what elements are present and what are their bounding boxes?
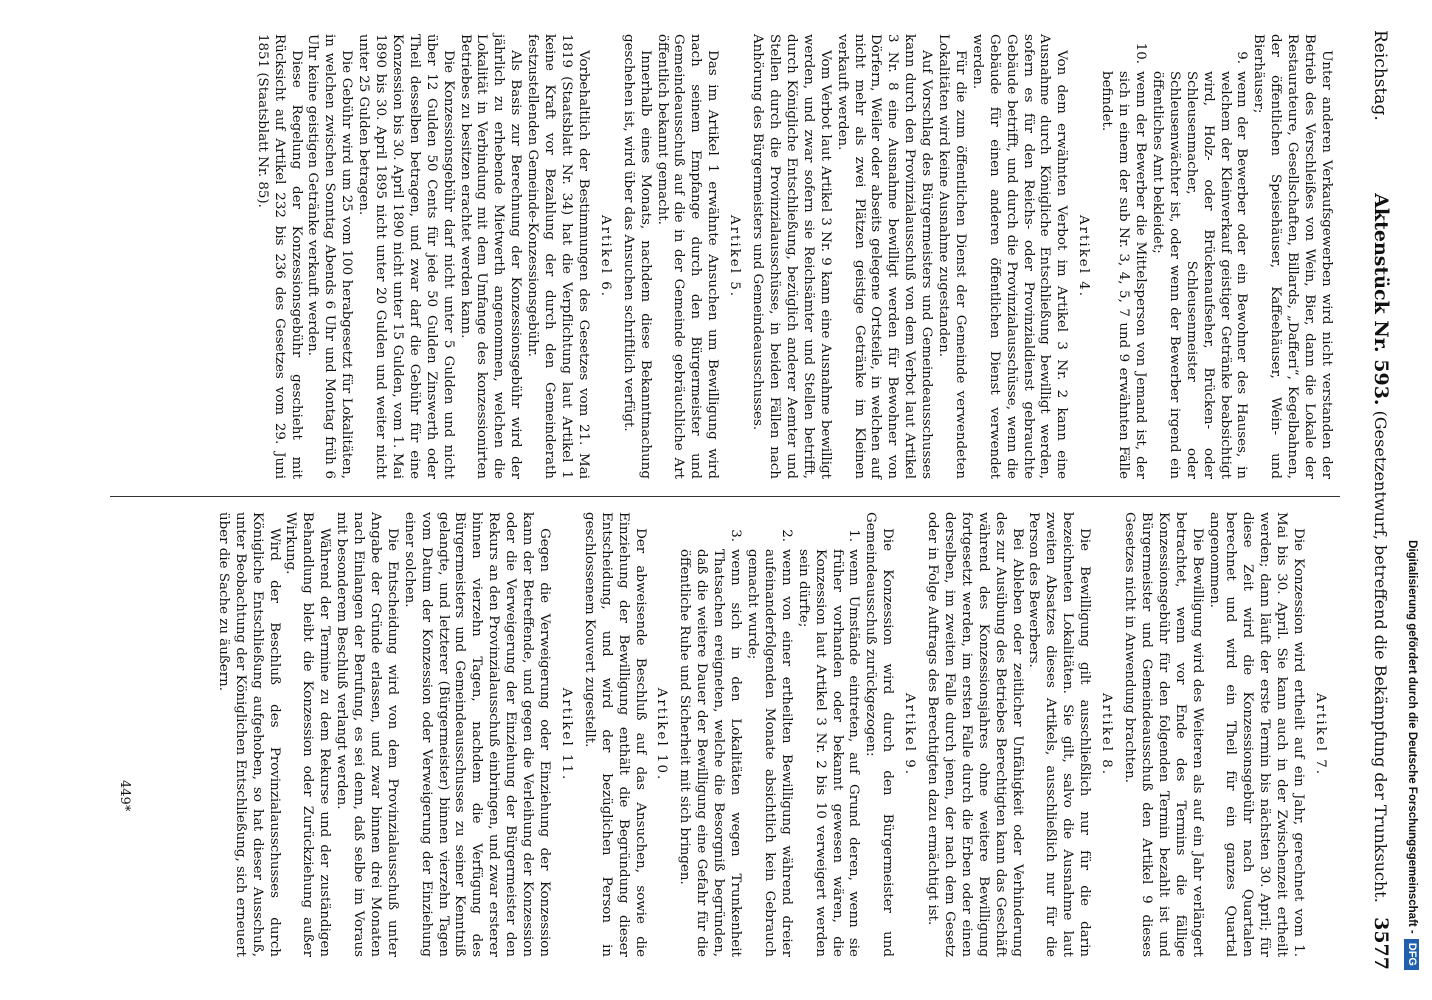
paragraph: Die Bewilligung wird des Weiteren als auf ein Jahr verlängert betrachtet, wenn vor Ende des Termins die fällige Konzessionsgebühr für den folgenden Termin bezahlt ist und Bürgermeister und Gemeindeausschuß den Artikel 9 dieses Gesetzes nicht in Anwendung brachten.: [1122, 512, 1205, 957]
list-item: [794, 512, 862, 957]
article-heading: Artikel 4.: [1076, 214, 1092, 299]
paragraph: Die Entscheidung wird von dem Provinzialausschuß unter Angabe der Gründe erlassen, und zwar binnen drei Monaten nach Einlangen der Berufung, es sei denn, daß selbe im Voraus mit besonderem Beschluß verlangt werden.: [334, 512, 400, 957]
header-title: [1370, 193, 1392, 903]
header-title-bold: Aktenstück Nr. 593.: [1370, 193, 1392, 406]
header-title-rest: (Gesetzentwurf, betreffend die Bekämpfung der Trunksucht.: [1371, 410, 1390, 903]
article-heading: Artikel 10.: [654, 687, 670, 782]
signature-mark: 449*: [117, 780, 132, 812]
paragraph: Vom Verbot laut Artikel 3 Nr. 9 kann eine Ausnahme bewilligt werden, und zwar sofern sie Reichsämter und Stellen betrifft, durch Königliche Entschließung, bezüglich anderer Aemter und Stellen durch die Provinzialausschüsse, in beiden Fällen nach Anhörung des Bürgermeisters und Gemeindeausschusses.: [750, 34, 833, 479]
paragraph: Innerhalb eines Monats, nachdem diese Bekanntmachung geschehen ist, wird über das Ansuchen schriftlich verfügt.: [620, 34, 653, 479]
page-header: [1356, 30, 1392, 970]
left-column: [253, 34, 1334, 479]
paragraph: Wird der Beschluß des Provinzialausschusses durch Königliche Entschließung aufgehoben, so hat dieser Ausschuß, unter Beobachtung der Königlichen Entschließung, sich erneuert über die Sache zu äußern.: [215, 512, 282, 957]
list-text: wenn Umstände eintreten, auf Grund deren, wenn sie früher vorhanden oder bekannt gewesen wären, die Konzession laut Artikel 3 Nr. 2 bis 10 verweigert werden sein dürfte;: [795, 549, 862, 957]
paragraph: Die Konzession wird durch den Bürgermeister und Gemeindeausschuß zurückgezogen:: [863, 512, 896, 957]
digitization-credit: [1400, 30, 1424, 970]
list-text: wenn von einer ertheilten Bewilligung während dreier aufeinanderfolgenden Monate absichtlich kein Gebrauch gemacht wurde;: [745, 549, 794, 957]
paragraph: Von dem erwähnten Verbot im Artikel 3 Nr. 2 kann eine Ausnahme durch Königliche Entschließung bewilligt werden, sofern es für den Reichs- oder Provinzialdienst gebrauchte Gebäude betrifft, und durch die Provinzialausschüsse, wenn die Gebäude für einen anderen öffentlichen Dienst verwendet werden.: [969, 34, 1070, 479]
dfg-logo: DFG: [1405, 939, 1420, 970]
paragraph: Auf Vorschlag des Bürgermeisters und Gemeindeausschusses kann durch den Provinzialausschuß von dem Verbot laut Artikel 3 Nr. 8 eine Ausnahme bewilligt werden für Bewohner von Dörfern, Weiler oder abseits gelegene Ortsteile, in welchen auf nicht mehr als zwei Plätzen geistige Getränke im Kleinen verkauft werden.: [834, 34, 935, 479]
list-text: wenn der Bewerber oder ein Bewohner des Hauses, in welchem der Kleinverkauf geistiger Getränke beabsichtigt wird, Holz- oder Brückenaufseher, Brücken- oder Schleusenmacher, Schleusenmeister oder Schleusenwächter ist, oder wenn der Bewerber irgend ein öffentliches Amt bekleidet;: [1149, 71, 1250, 479]
paragraph: Für die zum öffentlichen Dienst der Gemeinde verwendeten Lokalitäten wird keine Ausnahme zugestanden.: [936, 34, 968, 479]
column-divider: [110, 496, 1340, 497]
article-heading: Artikel 7.: [1313, 692, 1328, 777]
list-number: 10.: [1133, 42, 1149, 64]
paragraph: Die Bewilligung gilt ausschließlich nur für die darin bezeichneten Lokalitäten. Sie gilt, salvo die Ausnahme laut zweiten Absatzes dieses Artikels, ausschließlich nur für die Person des Bewerbers.: [1026, 512, 1093, 957]
list-text: wenn der Bewerber die Mittelsperson von Jemand ist, der sich in einem der sub Nr. 3, 4, 5, 7 und 9 erwähnten Fälle befindet.: [1099, 71, 1149, 479]
list-number: 2.: [778, 529, 794, 542]
paragraph: Das im Artikel 1 erwähnte Ansuchen um Bewilligung wird nach seinem Empfange durch den Bürgermeister und Gemeindeausschuß auf die in der Gemeinde gebräuchliche Art öffentlich bekannt gemacht.: [654, 34, 721, 479]
credit-text: Digitalisierung gefördert durch die Deutsche Forschungsgemeinschaft -: [1406, 540, 1418, 934]
paragraph: Die Gebühr wird um 25 vom 100 herabgesetzt für Lokalitäten, in welchen zwischen Sonntag Abends 6 Uhr und Montag früh 6 Uhr keine geistigen Getränke verkauft werden.: [305, 34, 355, 479]
paragraph: Unter anderen Verkaufsgewerben wird nicht verstanden der Betrieb des Verschleißes von Wein, Bier, dann die Lokale der Restaurateure, Gesellschaften, Billards, „Dafferi“, Kegelbahnen, der öffentlichen Speisehäuser, Kaffeehäuser, Wein- und Bierhäuser;: [1251, 34, 1334, 479]
paragraph: Die Konzession wird ertheilt auf ein Jahr, gerechnet vom 1. Mai bis 30. April. Sie kann auch in der Zwischenzeit ertheilt werden; dann läuft der erste Termin bis nächsten 30. April; für diese Zeit wird die Konzessionsgebühr nach Quartalen berechnet und wird ein Theil für ein ganzes Quartal angenommen.: [1206, 512, 1307, 957]
article-heading: Artikel 9.: [902, 692, 918, 777]
paragraph: Gegen die Verweigerung oder Einziehung der Konzession kann der Betreffende, und gegen die Verleihung der Konzession oder die Verweigerung der Einziehung der Bürgermeister den Rekurs an den Provinzialausschuß einbringen, und zwar ersterer binnen vierzehn Tagen, nachdem die Verfügung des Bürgermeisters und Gemeindeausschusses zu seiner Kenntniß gelangte, und letzterer (Bürgermeister) binnen vierzehn Tagen vom Datum der Konzession oder Verweigerung der Einziehung einer solchen.: [401, 512, 553, 957]
paragraph: Während der Termine zu dem Rekurse und der zuständigen Behandlung bleibt die Konzession oder Zurückziehung außer Wirkung.: [283, 512, 333, 957]
paragraph: Vorbehaltlich der Bestimmungen des Gesetzes vom 21. Mai 1819 (Staatsblatt Nr. 34) hat die Verpflichtung laut Artikel 1 keine Kraft vor Bezahlung der durch den Gemeinderath festzustellenden Gemeinde-Konzessionsgebühr.: [525, 34, 591, 479]
list-item: [1097, 34, 1148, 479]
article-heading: Artikel 11.: [558, 687, 574, 782]
list-number: 9.: [1234, 51, 1250, 64]
list-item: [1148, 34, 1249, 479]
paragraph: Bei Ableben oder zeitlicher Unfähigkeit oder Verhinderung des zur Ausübung des Betriebes Berechtigten kann das Geschäft während des Konzessionsjahres ohne weitere Bewilligung fortgesetzt werden, im ersten Falle durch die Erben oder einen derselben, im zweiten Falle durch jenen, der nach dem Gesetz oder in Folge Auftrags des Berechtigten dazu ermächtigt ist.: [925, 512, 1025, 957]
paragraph: Diese Regelung der Konzessionsgebühr geschieht mit Rücksicht auf Artikel 232 bis 236 des Gesetzes vom 29. Juni 1851 (Staatsblatt Nr. 85).: [254, 34, 304, 479]
right-column: [214, 512, 1334, 957]
list-number: 1.: [846, 529, 862, 542]
article-heading: Artikel 5.: [727, 214, 743, 299]
paragraph: Als Basis zur Berechnung der Konzessionsgebühr wird der jährlich zu erhebende Mietwerth angenommen, welchen die Lokalität in Verbindung mit dem Umfange des konzessionirten Betriebes zu besitzen erachtet werden kann.: [457, 34, 524, 479]
paragraph: Der abweisende Beschluß auf das Ansuchen, sowie die Einziehung der Bewilligung enthält die Begründung dieser Entscheidung, und wird der bezüglichen Person in geschlossenem Kouvert zugestellt.: [581, 512, 648, 957]
article-heading: Artikel 8.: [1099, 692, 1115, 777]
page-number: 3577: [1370, 917, 1392, 970]
list-item: [743, 512, 794, 957]
list-item: [675, 512, 743, 957]
article-heading: Artikel 6.: [597, 214, 613, 299]
paragraph: Die Konzessionsgebühr darf nicht unter 5 Gulden und nicht über 12 Gulden 50 Cents für jede 50 Gulden Zinswerth oder Theil desselben betragen, und zwar darf die Gebühr für eine Konzession bis 30. April 1890 nicht unter 15 Gulden, vom 1. Mai 1890 bis 30. April 1895 nicht unter 20 Gulden und weiter nicht unter 25 Gulden betragen.: [356, 34, 456, 479]
list-text: wenn sich in den Lokalitäten wegen Trunkenheit Thatsachen ereigneten, welche die Besorgniß begründen, daß die weitere Dauer der Bewilligung eine Gefahr für die öffentliche Ruhe und Sicherheit mit sich bringen.: [677, 549, 744, 957]
list-number: 3.: [728, 529, 744, 542]
header-left: Reichstag.: [1370, 30, 1390, 121]
